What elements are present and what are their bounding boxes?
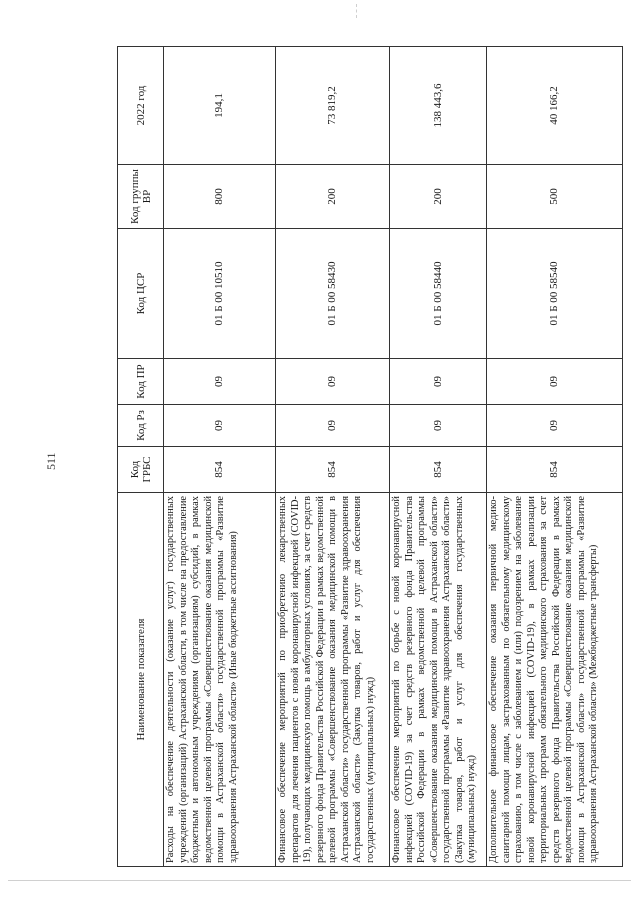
row-csr: 01 Б 00 58440 <box>390 229 487 359</box>
row-csr: 01 Б 00 58540 <box>487 229 623 359</box>
row-grbs: 854 <box>276 447 390 493</box>
row-pr: 09 <box>276 359 390 405</box>
row-vr: 500 <box>487 165 623 229</box>
budget-table <box>117 46 623 867</box>
row-vr: 200 <box>390 165 487 229</box>
header-pr: Код ПР <box>118 359 164 405</box>
header-name: Наименование показателя <box>118 493 164 867</box>
table-header-row <box>118 47 164 867</box>
row-vr: 200 <box>276 165 390 229</box>
row-grbs: 854 <box>164 447 276 493</box>
row-year: 73 819,2 <box>276 47 390 165</box>
row-pr: 09 <box>487 359 623 405</box>
row-rz: 09 <box>390 405 487 447</box>
row-grbs: 854 <box>390 447 487 493</box>
row-rz: 09 <box>487 405 623 447</box>
page-number: 511 <box>44 452 58 470</box>
row-name: Расходы на обеспечение деятельности (оказание услуг) государственных учреждений (организаций) Астраханской области, в том числе на предоставление бюджетным и автономным учреждениям (организациям) субсидий, в рамках ведомственной целевой программы «Совершенствование оказания медицинской помощи в Астраханской области» государственной программы «Развитие здравоохранения Астраханской области» (Иные бюджетные ассигнования) <box>164 493 276 867</box>
row-pr: 09 <box>390 359 487 405</box>
row-grbs: 854 <box>487 447 623 493</box>
row-csr: 01 Б 00 10510 <box>164 229 276 359</box>
header-csr: Код ЦСР <box>118 229 164 359</box>
rotated-table-container <box>117 47 622 867</box>
row-pr: 09 <box>164 359 276 405</box>
header-grbs: Код ГРБС <box>118 447 164 493</box>
row-csr: 01 Б 00 58430 <box>276 229 390 359</box>
header-vr: Код группы ВР <box>118 165 164 229</box>
row-name: Финансовое обеспечение мероприятий по приобретению лекарственных препаратов для лечения пациентов с новой коронавирусной инфекцией (COVID-19), получающих медицинскую помощь в амбулаторных условиях, за счет средств резервного фонда Правительства Российской Федерации в рамках ведомственной целевой программы «Совершенствование оказания медицинской помощи в Астраханской области» государственной программы «Развитие здравоохранения Астраханской области» (Закупка товаров, работ и услуг для обеспечения государственных (муниципальных) нужд) <box>276 493 390 867</box>
table-row <box>164 47 276 867</box>
header-year: 2022 год <box>118 47 164 165</box>
row-rz: 09 <box>276 405 390 447</box>
header-rz: Код Рз <box>118 405 164 447</box>
row-year: 194,1 <box>164 47 276 165</box>
table-row <box>276 47 390 867</box>
row-rz: 09 <box>164 405 276 447</box>
row-name: Финансовое обеспечение мероприятий по борьбе с новой коронавирусной инфекцией (COVID-19) за счет средств резервного фонда Правительства Российской Федерации в рамках ведомственной целевой программы «Совершенствование оказания медицинской помощи в Астраханской области» государственной программы «Развитие здравоохранения Астраханской области» (Закупка товаров, работ и услуг для обеспечения государственных (муниципальных) нужд) <box>390 493 487 867</box>
scan-mark <box>356 4 363 18</box>
table-row <box>487 47 623 867</box>
row-year: 138 443,6 <box>390 47 487 165</box>
page-bottom-divider <box>8 880 631 881</box>
row-name: Дополнительное финансовое обеспечение оказания первичной медико-санитарной помощи лицам, застрахованным по обязательному медицинскому страхованию, в том числе с заболеванием и (или) подозрением на заболевание новой коронавирусной инфекцией (COVID-19), в рамках реализации территориальных программ обязательного медицинского страхования за счет средств резервного фонда Правительства Российской Федерации в рамках ведомственной целевой программы «Совершенствование оказания медицинской помощи в Астраханской области» государственной программы «Развитие здравоохранения Астраханской области» (Межбюджетные трансферты) <box>487 493 623 867</box>
table-row <box>390 47 487 867</box>
row-year: 40 166,2 <box>487 47 623 165</box>
row-vr: 800 <box>164 165 276 229</box>
